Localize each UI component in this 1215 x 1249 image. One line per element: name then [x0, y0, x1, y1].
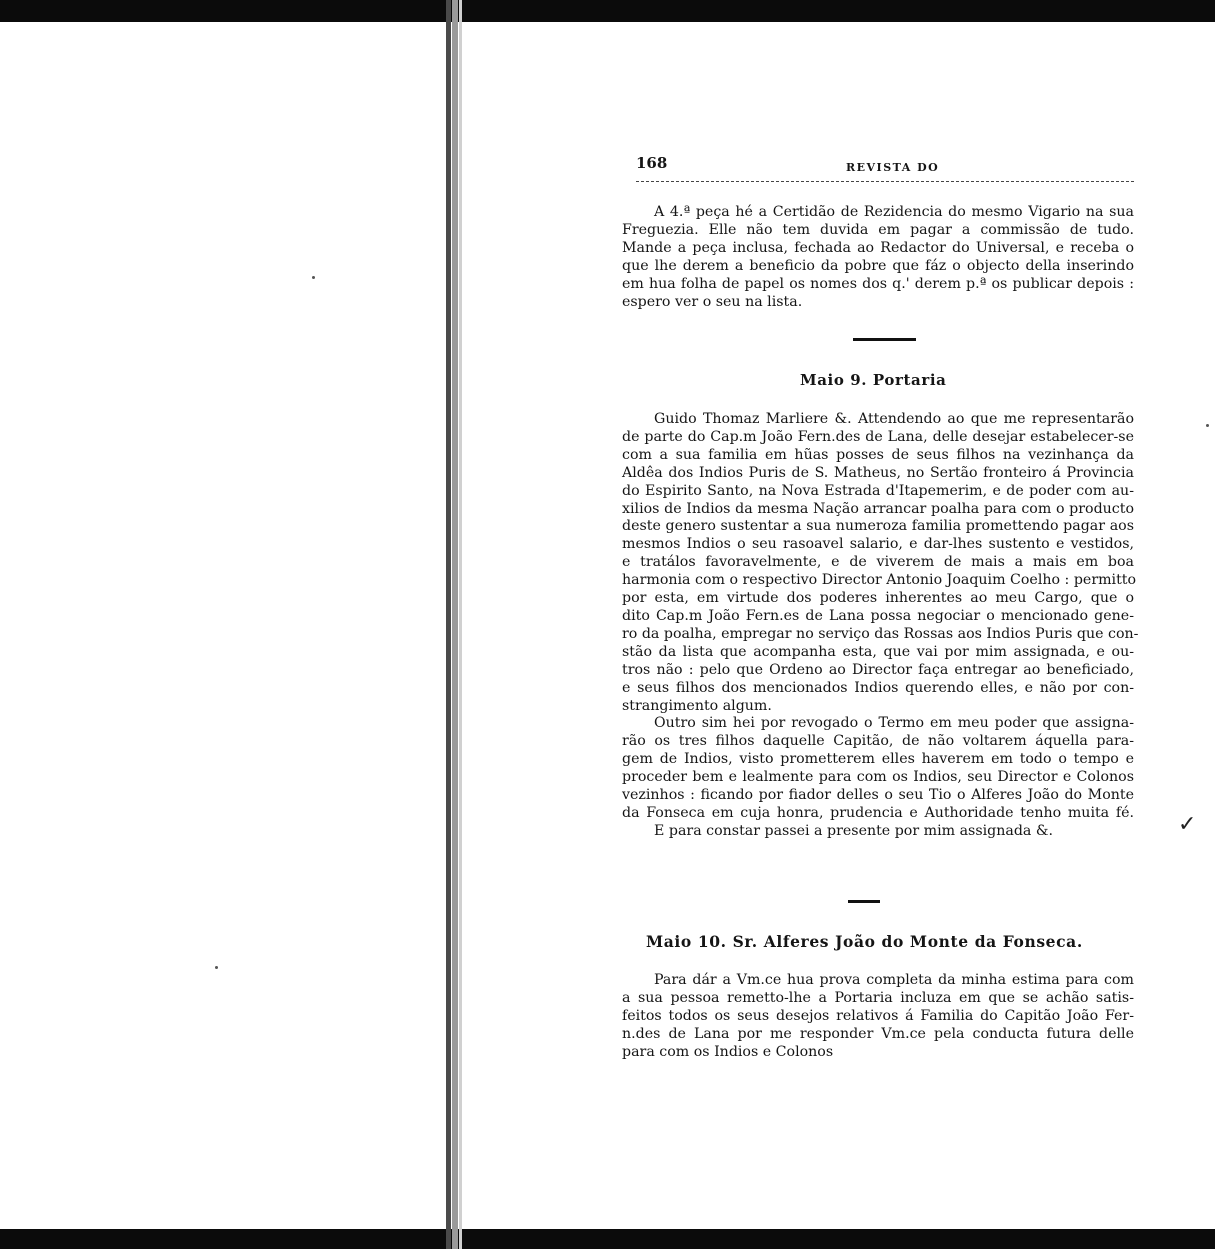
text-line: para com os Indios e Colonos [622, 1043, 834, 1060]
text-line: Aldêa dos Indios Puris de S. Matheus, no Sertão fronteiro á Provincia [622, 464, 1134, 481]
text-line: E para constar passei a presente por mim assignada &. [654, 822, 1054, 839]
text-line: Guido Thomaz Marliere &. Attendendo ao que me representarão [654, 411, 1134, 427]
text-line: A 4.ª peça hé a Certidão de Rezidencia do mesmo Vigario na sua [654, 204, 1134, 220]
page-number: 168 [636, 154, 668, 172]
paragraph-certidao [622, 204, 1134, 311]
text-line: em hua folha de papel os nomes dos q.' derem p.ª os publicar depois : [622, 275, 1134, 292]
text-line: de parte do Cap.m João Fern.des de Lana, delle desejar estabelecer-se [622, 428, 1134, 445]
text-line: feitos todos os seus desejos relativos á Familia do Capitão João Fer- [622, 1007, 1134, 1024]
text-line: mesmos Indios o seu rasoavel salario, e dar-lhes sustento e vestidos, [622, 536, 1134, 553]
text-line: Outro sim hei por revogado o Termo em meu poder que assigna- [654, 715, 1134, 732]
text-line: e seus filhos dos mencionados Indios querendo elles, e não por con- [622, 679, 1134, 696]
text-line: da Fonseca em cuja honra, prudencia e Authoridade tenho muita fé. [622, 804, 1134, 821]
running-title: REVISTA DO [846, 161, 940, 174]
text-line: stão da lista que acompanha esta, que vai por mim assignada, e ou- [622, 643, 1134, 660]
text-line: xilios de Indios da mesma Nação arrancar poalha para com o producto [622, 500, 1134, 517]
text-line: rão os tres filhos daquelle Capitão, de não voltarem áquella para- [622, 733, 1134, 750]
section-separator [853, 338, 916, 341]
text-line: a sua pessoa remetto-lhe a Portaria incluza em que se achão satis- [622, 989, 1134, 1006]
text-line: do Espirito Santo, na Nova Estrada d'Itapemerim, e de poder com au- [622, 482, 1134, 499]
margin-pencil-mark: ✓ [1178, 812, 1197, 837]
text-line: espero ver o seu na lista. [622, 293, 803, 310]
text-line: que lhe derem a beneficio da pobre que fáz o objecto della inserindo [622, 257, 1134, 274]
text-line: Freguezia. Elle não tem duvida em pagar a commissão de tudo. [622, 221, 1134, 238]
text-line: ro da poalha, empregar no serviço das Rossas aos Indios Puris que con- [622, 625, 1139, 642]
text-line: e tratálos favoravelmente, e de viverem de mais a mais em boa [622, 554, 1134, 571]
text-line: Mande a peça inclusa, fechada ao Redactor do Universal, e receba o [622, 239, 1134, 256]
text-line: harmonia com o respectivo Director Antonio Joaquim Coelho : permitto [622, 572, 1137, 589]
text-line: deste genero sustentar a sua numeroza familia promettendo pagar aos [622, 518, 1134, 535]
header-rule [636, 181, 1134, 182]
section-separator [848, 900, 880, 903]
text-line: strangimento algum. [622, 697, 772, 714]
letter-text [622, 972, 1134, 1062]
page-header [636, 154, 1134, 180]
text-line: proceder bem e lealmente para com os Indios, seu Director e Colonos [622, 769, 1134, 786]
text-line: com a sua familia em hũas posses de seus filhos na vezinhança da [622, 446, 1134, 463]
text-line: n.des de Lana por me responder Vm.ce pela conducta futura delle [622, 1025, 1134, 1042]
text-line: gem de Indios, visto prometterem elles haverem em todo o tempo e [622, 751, 1134, 768]
text-line: por esta, em virtude dos poderes inherentes ao meu Cargo, que o [622, 590, 1134, 607]
section-heading-maio-10: Maio 10. Sr. Alferes João do Monte da Fonseca. [646, 932, 1083, 951]
text-line: vezinhos : ficando por fiador delles o seu Tio o Alferes João do Monte [622, 787, 1134, 804]
text-line: tros não : pelo que Ordeno ao Director faça entregar ao beneficiado, [622, 661, 1134, 678]
portaria-text [622, 411, 1139, 841]
section-heading-maio-9: Maio 9. Portaria [800, 371, 947, 389]
text-line: dito Cap.m João Fern.es de Lana possa negociar o mencionado gene- [622, 607, 1134, 624]
text-line: Para dár a Vm.ce hua prova completa da minha estima para com [654, 972, 1134, 988]
